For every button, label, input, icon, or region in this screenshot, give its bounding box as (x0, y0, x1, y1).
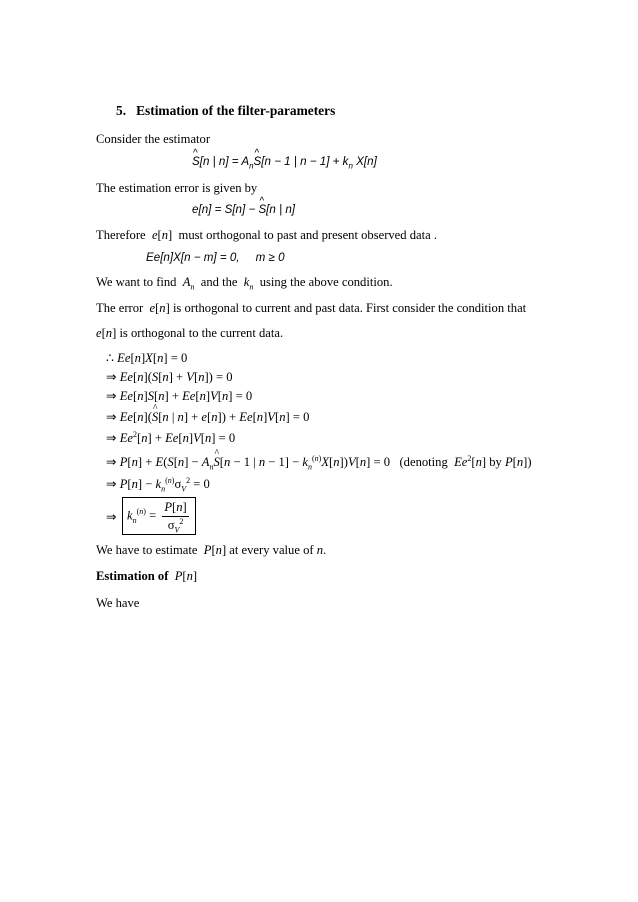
estimator-equation: ^ S[n | $n] = A_n\^{}$ S[n − 1 | $n - 1] + k_n$ X[n] (192, 155, 377, 169)
estimate-p-line: We have to estimate P[n] at every value of n. (96, 543, 327, 557)
we-have-line: We have (96, 596, 140, 610)
implies-arrow: ⇒ (106, 510, 117, 524)
derivation-line-5: ⇒ $Ee^2[n] + Ee[n]V[n] = 0$ (106, 429, 236, 445)
section-number: 5. (116, 103, 127, 118)
orthogonality-equation: Ee[n]X[n − m] = 0, m ≥ 0 (146, 251, 285, 264)
therefore-line: Therefore e[n] must orthogonal to past and present observed data . (96, 228, 437, 242)
estimation-of-p-heading: Estimation of P[n] (96, 569, 198, 583)
want-find-line: We want to find $A_n$ and the $k_n$ using the above condition. (96, 275, 393, 292)
consider-line: Consider the estimator (96, 132, 211, 146)
error-orthogonal-line: The error e[n] is orthogonal to current and past data. First consider the condition that (96, 301, 527, 315)
orthogonal-current-line: e[n] is orthogonal to the current data. (96, 326, 284, 340)
derivation-line-2: ⇒ Ee[n](S[n] + V[n]) = 0 (106, 370, 233, 384)
error-equation: e[n] = S[n] − ^ S[n | n] (192, 203, 295, 217)
boxed-gain-result: $k_n^{(n)}$ = $\frac{P[n]}{\sigma_V^2}$ (122, 497, 196, 535)
derivation-line-6: ⇒ $P[n] + E(S[n] - A_n\^{}$ S[n − 1 | $n - 1] - k_n^{(n)}X[n])V[n] = 0$ (denoting Ee$^2$[n] by P[n]) (106, 455, 532, 469)
derivation-line-7: ⇒ $P[n] - k_n^{(n)}\sigma_V^2 = 0$ (106, 475, 210, 494)
section-title: Estimation of the filter-parameters (136, 103, 336, 118)
derivation-line-4: ⇒ Ee[n](^ S[n | n] + e[n]) + Ee[n]V[n] = 0 (106, 410, 309, 424)
section-heading (116, 104, 335, 118)
error-given-line: The estimation error is given by (96, 181, 258, 195)
derivation-line-1: ∴ Ee[n]X[n] = 0 (106, 351, 188, 365)
derivation-line-3: ⇒ Ee[n]S[n] + Ee[n]V[n] = 0 (106, 389, 253, 403)
